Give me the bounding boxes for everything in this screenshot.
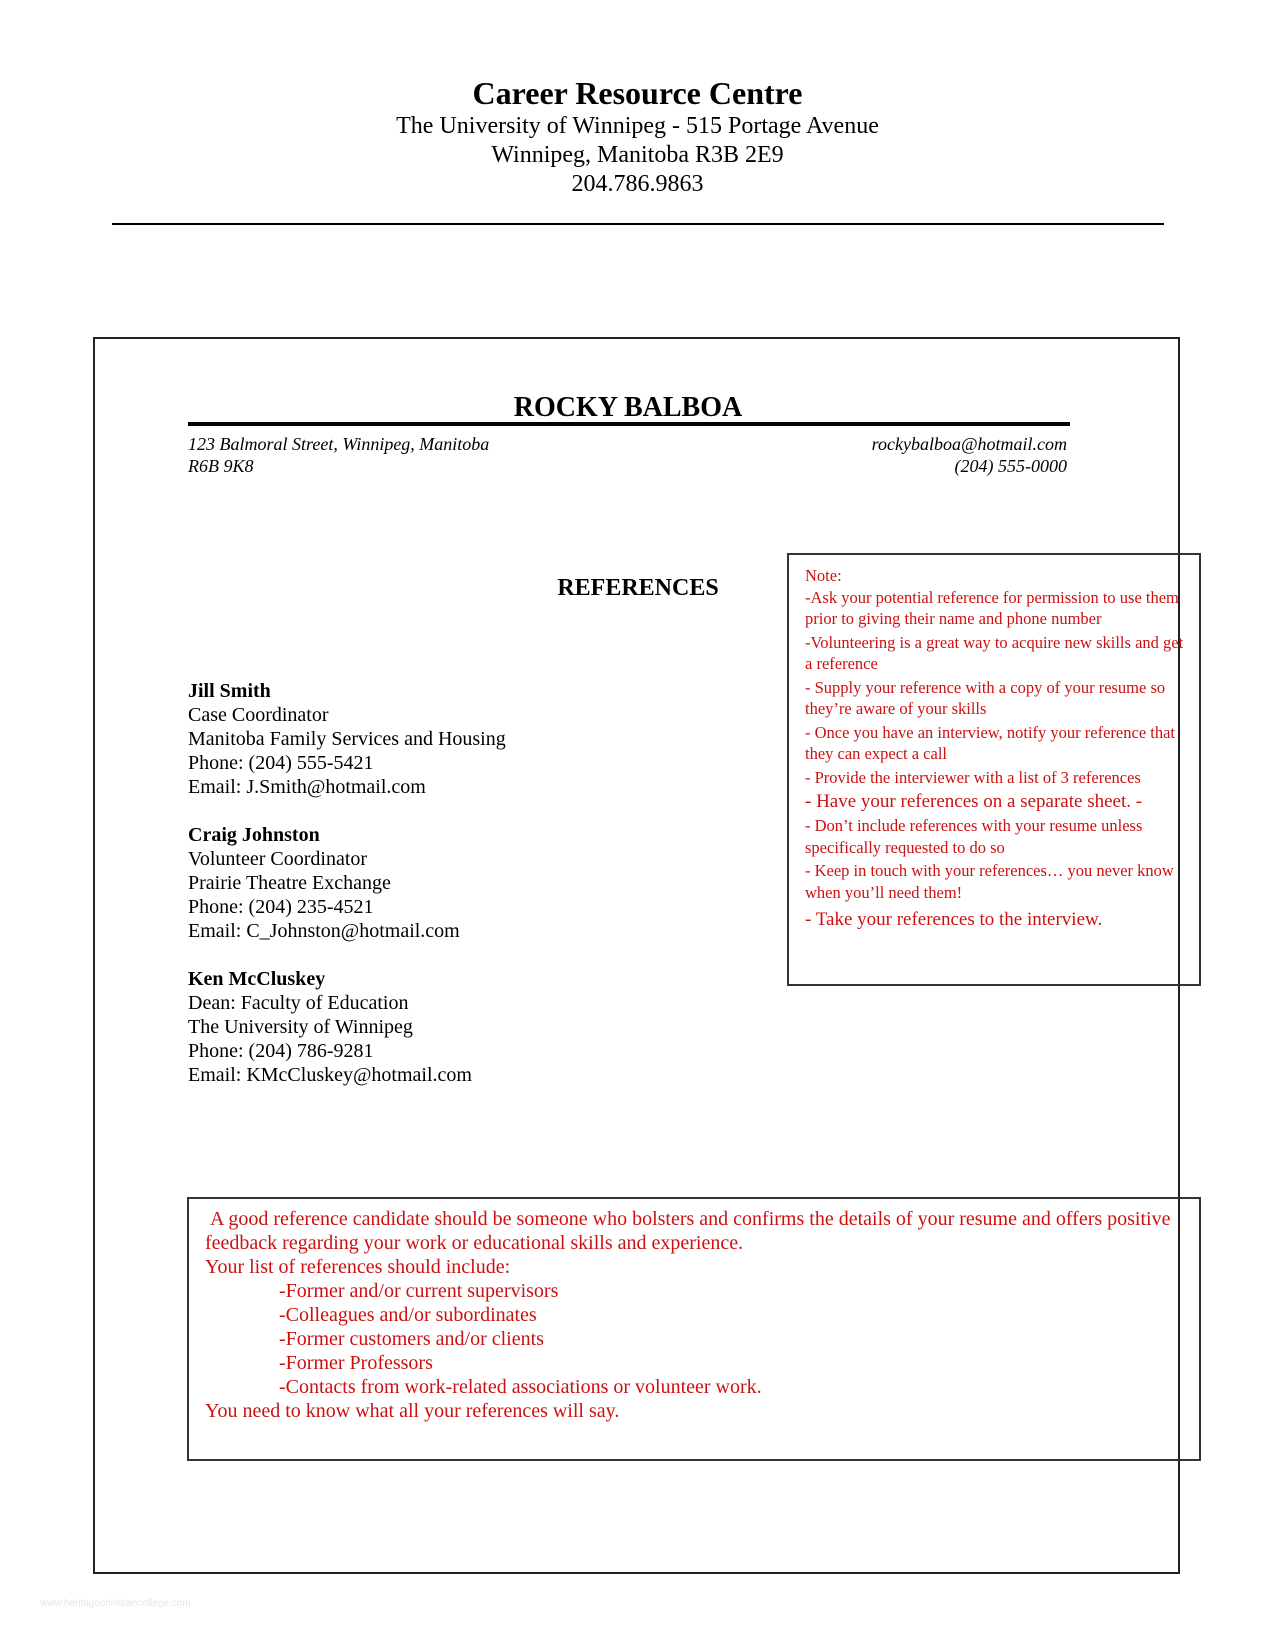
note-item: -Ask your potential reference for permission to use them prior to giving their name and phone number (805, 587, 1179, 628)
note-item: - Keep in touch with your references… you never know when you’ll need them! (805, 861, 1174, 902)
reference-advice-box (187, 1197, 1201, 1461)
reference-title: Dean: Faculty of Education (188, 992, 409, 1014)
advice-list-item: -Former Professors (279, 1352, 433, 1374)
reference-entry (188, 823, 460, 943)
applicant-email: rockybalboa@hotmail.com (871, 434, 1067, 454)
note-item: -Volunteering is a great way to acquire new skills and get a reference (805, 632, 1184, 673)
advice-closing: You need to know what all your references will say. (205, 1400, 620, 1422)
advice-list-item: -Former and/or current supervisors (279, 1280, 559, 1302)
reference-entry (188, 679, 506, 799)
references-heading: REFERENCES (557, 575, 719, 601)
organization-address-line2: Winnipeg, Manitoba R3B 2E9 (491, 142, 784, 168)
advice-intro: A good reference candidate should be someone who bolsters and confirms the details of your resume and offers positive feedback regarding your work or educational skills and experience. (205, 1208, 1176, 1254)
reference-organization: The University of Winnipeg (188, 1016, 413, 1038)
reference-email: Email: J.Smith@hotmail.com (188, 776, 426, 798)
advice-list-heading: Your list of references should include: (205, 1256, 511, 1278)
tips-note-box (787, 553, 1201, 986)
reference-email: Email: C_Johnston@hotmail.com (188, 920, 460, 942)
note-item: - Take your references to the interview. (805, 909, 1103, 930)
applicant-address-line2: R6B 9K8 (188, 456, 254, 476)
reference-name: Ken McCluskey (188, 968, 326, 990)
reference-email: Email: KMcCluskey@hotmail.com (188, 1064, 472, 1086)
reference-entry (188, 967, 472, 1087)
name-underline (188, 422, 1070, 426)
header-divider (112, 223, 1164, 225)
reference-name: Craig Johnston (188, 824, 320, 846)
note-item: - Provide the interviewer with a list of 3 references (805, 767, 1141, 787)
reference-phone: Phone: (204) 555-5421 (188, 752, 374, 774)
reference-title: Volunteer Coordinator (188, 848, 368, 870)
advice-list-item: -Contacts from work-related associations or volunteer work. (279, 1376, 762, 1398)
note-item: - Once you have an interview, notify your reference that they can expect a call (805, 722, 1176, 763)
reference-organization: Manitoba Family Services and Housing (188, 728, 506, 750)
note-item: - Have your references on a separate sheet. - (805, 791, 1143, 812)
note-heading: Note: (805, 566, 842, 585)
organization-name: Career Resource Centre (472, 75, 803, 111)
organization-address-line1: The University of Winnipeg - 515 Portage Avenue (396, 113, 879, 139)
organization-phone: 204.786.9863 (571, 171, 704, 197)
applicant-contact (760, 433, 1067, 477)
applicant-phone: (204) 555-0000 (954, 456, 1067, 476)
note-item: - Don’t include references with your resume unless specifically requested to do so (805, 816, 1143, 857)
reference-phone: Phone: (204) 786-9281 (188, 1040, 374, 1062)
reference-title: Case Coordinator (188, 704, 329, 726)
applicant-name: ROCKY BALBOA (513, 392, 743, 423)
document-header (0, 74, 1275, 199)
advice-list-item: -Colleagues and/or subordinates (279, 1304, 537, 1326)
applicant-address-line1: 123 Balmoral Street, Winnipeg, Manitoba (188, 434, 490, 454)
applicant-address (188, 433, 489, 477)
reference-phone: Phone: (204) 235-4521 (188, 896, 374, 918)
advice-list-item: -Former customers and/or clients (279, 1328, 544, 1350)
watermark-text: www.heritagechristiancollege.com (40, 1598, 191, 1609)
reference-organization: Prairie Theatre Exchange (188, 872, 391, 894)
note-item: - Supply your reference with a copy of your resume so they’re aware of your skills (805, 677, 1166, 718)
reference-name: Jill Smith (188, 680, 271, 702)
